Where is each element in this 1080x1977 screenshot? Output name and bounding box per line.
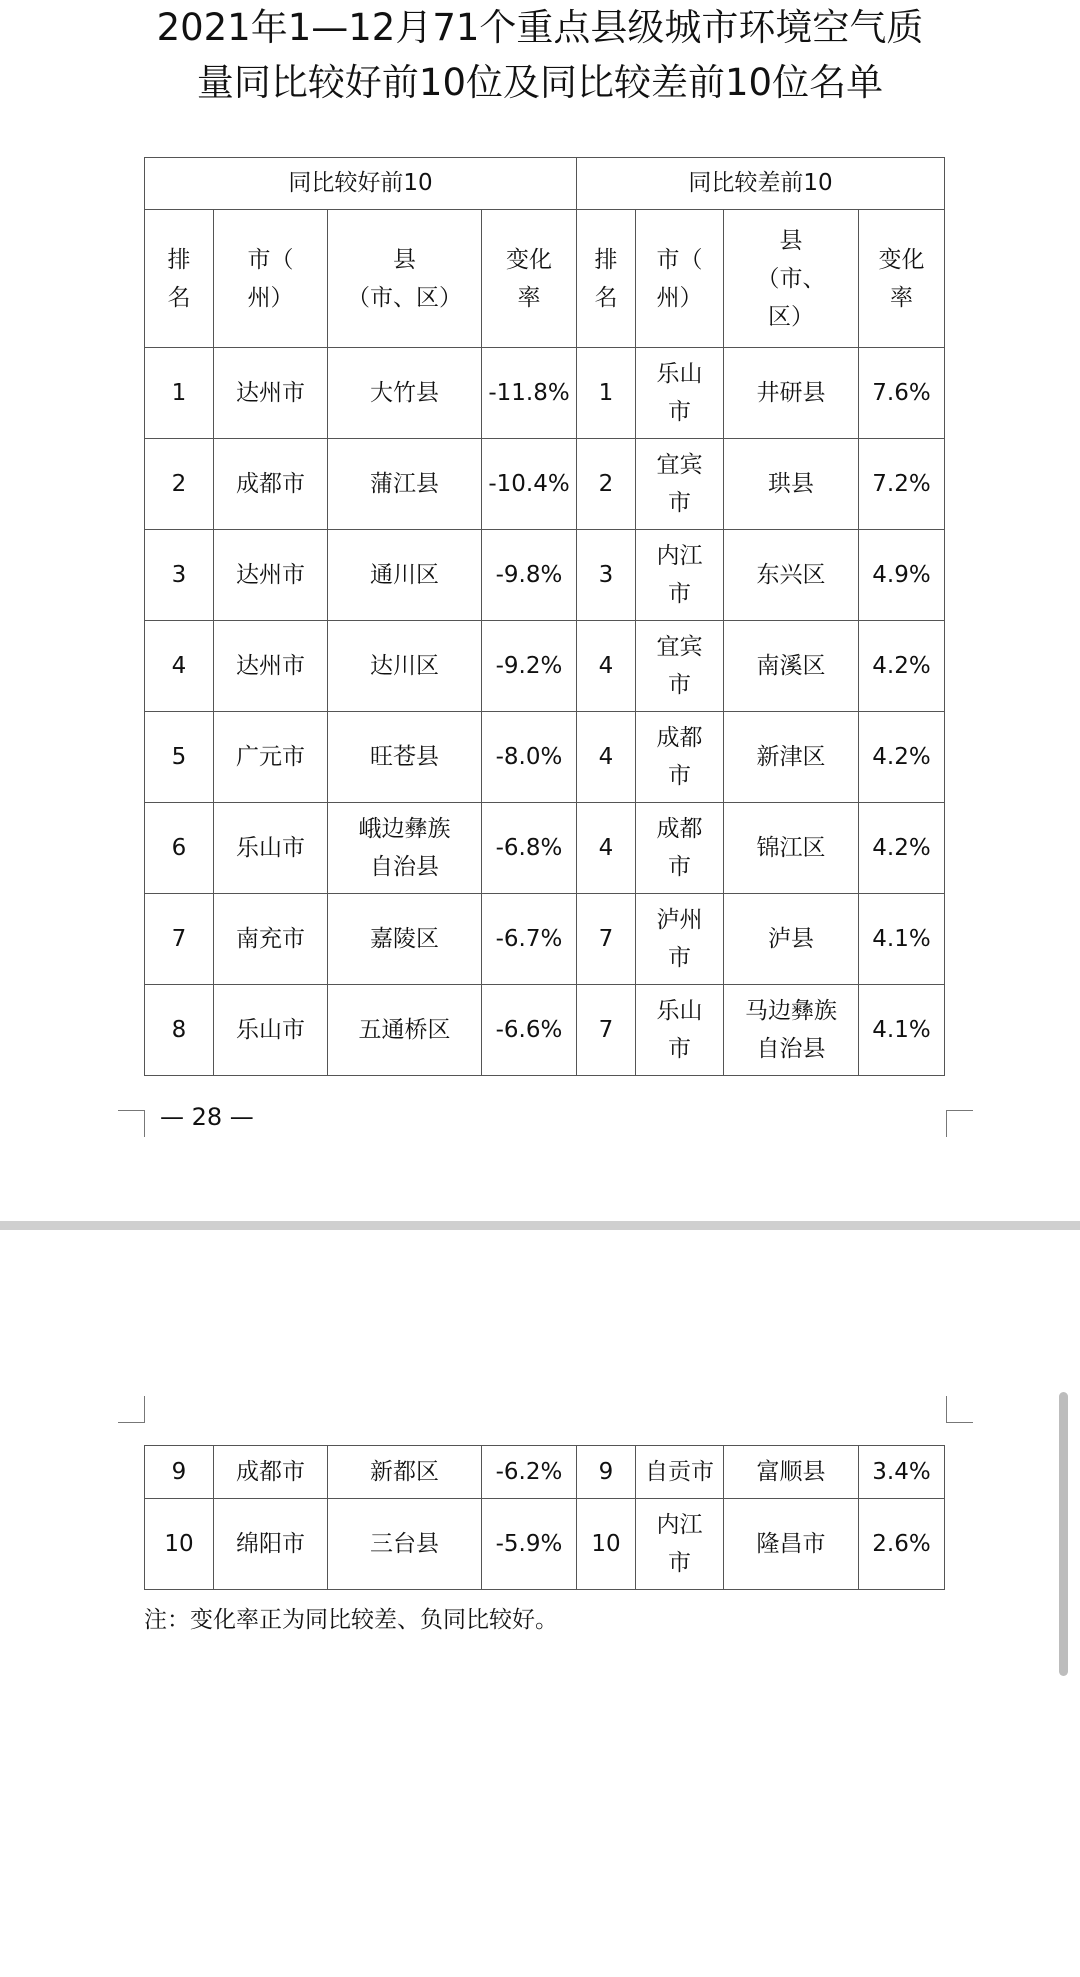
change-bad-cell: 4.2% [859,803,945,894]
county-bad-cell: 井研县 [724,348,859,439]
rank-good-cell: 3 [145,530,214,621]
change-bad-cell: 7.6% [859,348,945,439]
change-good-cell: -8.0% [482,712,577,803]
header-city-good: 市（ 州） [214,210,328,348]
city-good-cell: 达州市 [214,348,328,439]
rank-bad-cell: 3 [577,530,636,621]
city-bad-cell: 宜宾 市 [636,621,724,712]
county-good-cell: 嘉陵区 [328,894,482,985]
rank-bad-cell: 7 [577,894,636,985]
footnote: 注：变化率正为同比较差、负同比较好。 [144,1607,558,1633]
county-bad-cell: 珙县 [724,439,859,530]
header-rank-good: 排 名 [145,210,214,348]
ranking-table-page-2 [144,1445,945,1590]
rank-good-cell: 4 [145,621,214,712]
rank-bad-cell: 4 [577,712,636,803]
change-bad-cell: 4.2% [859,621,945,712]
city-bad-cell: 乐山 市 [636,985,724,1076]
city-bad-cell: 宜宾 市 [636,439,724,530]
rank-bad-cell: 10 [577,1499,636,1590]
rank-bad-cell: 4 [577,803,636,894]
table-row [145,803,945,894]
header-county-bad: 县 （市、 区） [724,210,859,348]
county-good-cell: 达川区 [328,621,482,712]
ranking-table-page-1 [144,157,945,1076]
header-change-good: 变化 率 [482,210,577,348]
rank-good-cell: 5 [145,712,214,803]
header-change-bad: 变化 率 [859,210,945,348]
page-corner-mark [118,1110,145,1137]
county-bad-cell: 隆昌市 [724,1499,859,1590]
county-bad-cell: 东兴区 [724,530,859,621]
rank-bad-cell: 1 [577,348,636,439]
city-good-cell: 乐山市 [214,985,328,1076]
page-corner-mark [946,1396,973,1423]
rank-good-cell: 1 [145,348,214,439]
rank-bad-cell: 7 [577,985,636,1076]
change-good-cell: -6.7% [482,894,577,985]
city-bad-cell: 成都 市 [636,803,724,894]
vertical-scrollbar[interactable] [1059,1392,1068,1676]
change-bad-cell: 4.2% [859,712,945,803]
county-good-cell: 蒲江县 [328,439,482,530]
city-good-cell: 达州市 [214,621,328,712]
page-separator [0,1221,1080,1230]
change-good-cell: -5.9% [482,1499,577,1590]
rank-good-cell: 7 [145,894,214,985]
city-bad-cell: 乐山 市 [636,348,724,439]
header-city-bad: 市（ 州） [636,210,724,348]
rank-good-cell: 10 [145,1499,214,1590]
change-bad-cell: 4.1% [859,894,945,985]
table-row [145,712,945,803]
county-bad-cell: 新津区 [724,712,859,803]
city-bad-cell: 内江 市 [636,1499,724,1590]
change-good-cell: -6.6% [482,985,577,1076]
city-good-cell: 成都市 [214,1446,328,1499]
city-good-cell: 乐山市 [214,803,328,894]
table-row [145,621,945,712]
city-good-cell: 广元市 [214,712,328,803]
document-title [0,0,1080,110]
county-bad-cell: 锦江区 [724,803,859,894]
change-bad-cell: 3.4% [859,1446,945,1499]
city-good-cell: 南充市 [214,894,328,985]
city-bad-cell: 成都 市 [636,712,724,803]
change-good-cell: -9.2% [482,621,577,712]
change-bad-cell: 7.2% [859,439,945,530]
title-line-1: 2021年1—12月71个重点县级城市环境空气质 [156,6,924,49]
table-row [145,439,945,530]
change-bad-cell: 4.9% [859,530,945,621]
change-good-cell: -6.8% [482,803,577,894]
county-bad-cell: 泸县 [724,894,859,985]
table-row [145,894,945,985]
county-good-cell: 大竹县 [328,348,482,439]
rank-bad-cell: 9 [577,1446,636,1499]
county-good-cell: 五通桥区 [328,985,482,1076]
county-good-cell: 峨边彝族 自治县 [328,803,482,894]
rank-bad-cell: 4 [577,621,636,712]
header-rank-bad: 排 名 [577,210,636,348]
change-bad-cell: 4.1% [859,985,945,1076]
city-bad-cell: 内江 市 [636,530,724,621]
county-good-cell: 旺苍县 [328,712,482,803]
group-header-bad: 同比较差前10 [577,158,945,210]
change-bad-cell: 2.6% [859,1499,945,1590]
page-corner-mark [118,1396,145,1423]
table-row [145,1446,945,1499]
change-good-cell: -6.2% [482,1446,577,1499]
table-row [145,530,945,621]
group-header-good: 同比较好前10 [145,158,577,210]
county-good-cell: 通川区 [328,530,482,621]
change-good-cell: -9.8% [482,530,577,621]
table-row [145,985,945,1076]
change-good-cell: -11.8% [482,348,577,439]
city-bad-cell: 泸州 市 [636,894,724,985]
header-county-good: 县 （市、区） [328,210,482,348]
city-bad-cell: 自贡市 [636,1446,724,1499]
city-good-cell: 绵阳市 [214,1499,328,1590]
rank-good-cell: 6 [145,803,214,894]
city-good-cell: 达州市 [214,530,328,621]
page-corner-mark [946,1110,973,1137]
county-bad-cell: 富顺县 [724,1446,859,1499]
table-row [145,348,945,439]
rank-good-cell: 9 [145,1446,214,1499]
table-row [145,1499,945,1590]
change-good-cell: -10.4% [482,439,577,530]
city-good-cell: 成都市 [214,439,328,530]
county-bad-cell: 马边彝族 自治县 [724,985,859,1076]
rank-good-cell: 8 [145,985,214,1076]
rank-bad-cell: 2 [577,439,636,530]
county-good-cell: 新都区 [328,1446,482,1499]
title-line-2: 量同比较好前10位及同比较差前10位名单 [196,61,884,104]
county-bad-cell: 南溪区 [724,621,859,712]
page-number: — 28 — [160,1103,254,1131]
rank-good-cell: 2 [145,439,214,530]
county-good-cell: 三台县 [328,1499,482,1590]
